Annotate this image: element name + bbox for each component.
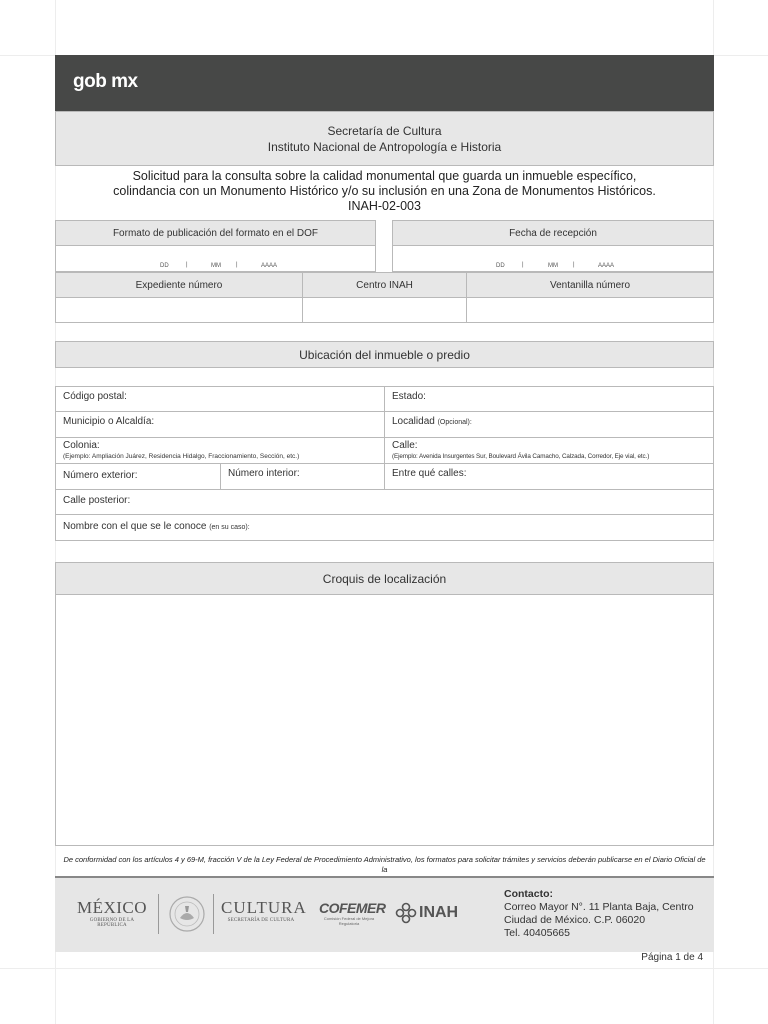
rear-street-label: Calle posterior: [63, 495, 131, 506]
mm-label: MM [548, 263, 558, 269]
municipality-label: Municipio o Alcaldía: [63, 416, 155, 427]
dof-date-field[interactable] [55, 245, 376, 272]
interior-number-label: Número interior: [228, 468, 300, 479]
cultura-logo [221, 898, 307, 923]
org-line-1: Secretaría de Cultura [327, 123, 442, 138]
cultura-logo-subtext: SECRETARÍA DE CULTURA [227, 918, 295, 923]
organization-box [55, 111, 714, 166]
location-section-title: Ubicación del inmueble o predio [55, 341, 714, 368]
aaaa-label: AAAA [598, 263, 615, 269]
exterior-number-label: Número exterior: [63, 470, 138, 481]
contact-address: Correo Mayor N°. 11 Planta Baja, Centro [504, 901, 694, 913]
footer-bar [55, 876, 714, 952]
colonia-hint: (Ejemplo: Ampliación Juárez, Residencia Hidalgo, Fraccionamiento, Sección, etc.) [63, 453, 300, 460]
centro-inah-field[interactable] [302, 297, 467, 323]
known-name-field[interactable] [55, 514, 714, 541]
rear-street-field[interactable] [55, 489, 714, 515]
locality-hint: (Opcional): [437, 419, 472, 426]
locality-field[interactable] [384, 411, 714, 438]
form-title-line-2: colindancia con un Monumento Histórico y/o su inclusión en una Zona de Monumentos Históricos. [113, 184, 656, 198]
page-number: Página 1 de 4 [641, 952, 703, 963]
dd-label: DD [160, 263, 169, 269]
locality-label: Localidad [392, 416, 435, 427]
cofemer-logo [319, 900, 386, 926]
footer-divider [158, 894, 159, 934]
state-field[interactable] [384, 386, 714, 412]
dd-label: DD [496, 263, 505, 269]
ventanilla-field[interactable] [466, 297, 714, 323]
street-hint: (Ejemplo: Avenida Insurgentes Sur, Boulevard Ávila Camacho, Calzada, Corredor, Eje vial, etc.) [392, 453, 650, 460]
gobmx-logo: gob mx [73, 71, 138, 92]
date-separator: | [522, 262, 524, 268]
colonia-label: Colonia: [63, 440, 100, 451]
page-guide [0, 968, 768, 969]
centro-inah-label: Centro INAH [302, 272, 467, 298]
known-name-label: Nombre con el que se le conoce [63, 521, 207, 532]
postal-code-label: Código postal: [63, 391, 127, 402]
date-separator: | [186, 262, 188, 268]
exterior-number-field[interactable] [55, 463, 221, 490]
street-field[interactable] [384, 437, 714, 464]
mexico-logo-subtext: GOBIERNO DE LA REPÚBLICA [89, 918, 135, 928]
cofemer-logo-subtext: Comisión Federal de Mejora Regulatoria [323, 916, 375, 926]
ventanilla-label: Ventanilla número [466, 272, 714, 298]
cultura-logo-text: CULTURA [221, 898, 307, 917]
form-code: INAH-02-003 [348, 199, 421, 213]
dof-date-label: Formato de publicación del formato en el DOF [55, 220, 376, 246]
colonia-field[interactable] [55, 437, 385, 464]
mm-label: MM [211, 263, 221, 269]
expediente-label: Expediente número [55, 272, 303, 298]
reception-date-field[interactable] [392, 245, 714, 272]
interior-number-field[interactable] [220, 463, 385, 490]
coat-of-arms-icon [167, 894, 207, 939]
sketch-area[interactable] [55, 594, 714, 846]
known-name-hint: (en su caso): [209, 524, 250, 531]
street-label: Calle: [392, 440, 418, 451]
between-streets-field[interactable] [384, 463, 714, 490]
contact-block [504, 888, 694, 940]
cofemer-logo-text: COFEMER [319, 900, 386, 916]
date-separator: | [573, 262, 575, 268]
footer-divider [213, 894, 214, 934]
expediente-field[interactable] [55, 297, 303, 323]
mexico-logo [75, 898, 149, 928]
inah-logo-text: INAH [419, 904, 459, 921]
aaaa-label: AAAA [261, 263, 278, 269]
org-line-2: Instituto Nacional de Antropología e Historia [267, 139, 502, 154]
reception-date-label: Fecha de recepción [392, 220, 714, 246]
contact-title: Contacto: [504, 888, 553, 900]
inah-logo [395, 902, 458, 924]
form-title-line-1: Solicitud para la consulta sobre la calidad monumental que guarda un inmueble específico, [132, 169, 637, 183]
date-separator: | [236, 262, 238, 268]
legal-notice-line-1: De conformidad con los artículos 4 y 69-M, fracción V de la Ley Federal de Procedimiento Administrativo, los formatos para solicitar trámites y servicios deberán publicarse en el Diario Oficial de la [63, 855, 706, 874]
postal-code-field[interactable] [55, 386, 385, 412]
gob-header-bar [55, 55, 714, 111]
state-label: Estado: [392, 391, 426, 402]
contact-city: Ciudad de México. C.P. 06020 [504, 914, 646, 926]
between-streets-label: Entre qué calles: [392, 468, 467, 479]
form-title [55, 169, 714, 214]
municipality-field[interactable] [55, 411, 385, 438]
sketch-section-title: Croquis de localización [55, 562, 714, 595]
inah-emblem-icon [395, 902, 417, 924]
mexico-logo-text: MÉXICO [76, 898, 148, 917]
contact-phone: Tel. 40405665 [504, 927, 570, 939]
